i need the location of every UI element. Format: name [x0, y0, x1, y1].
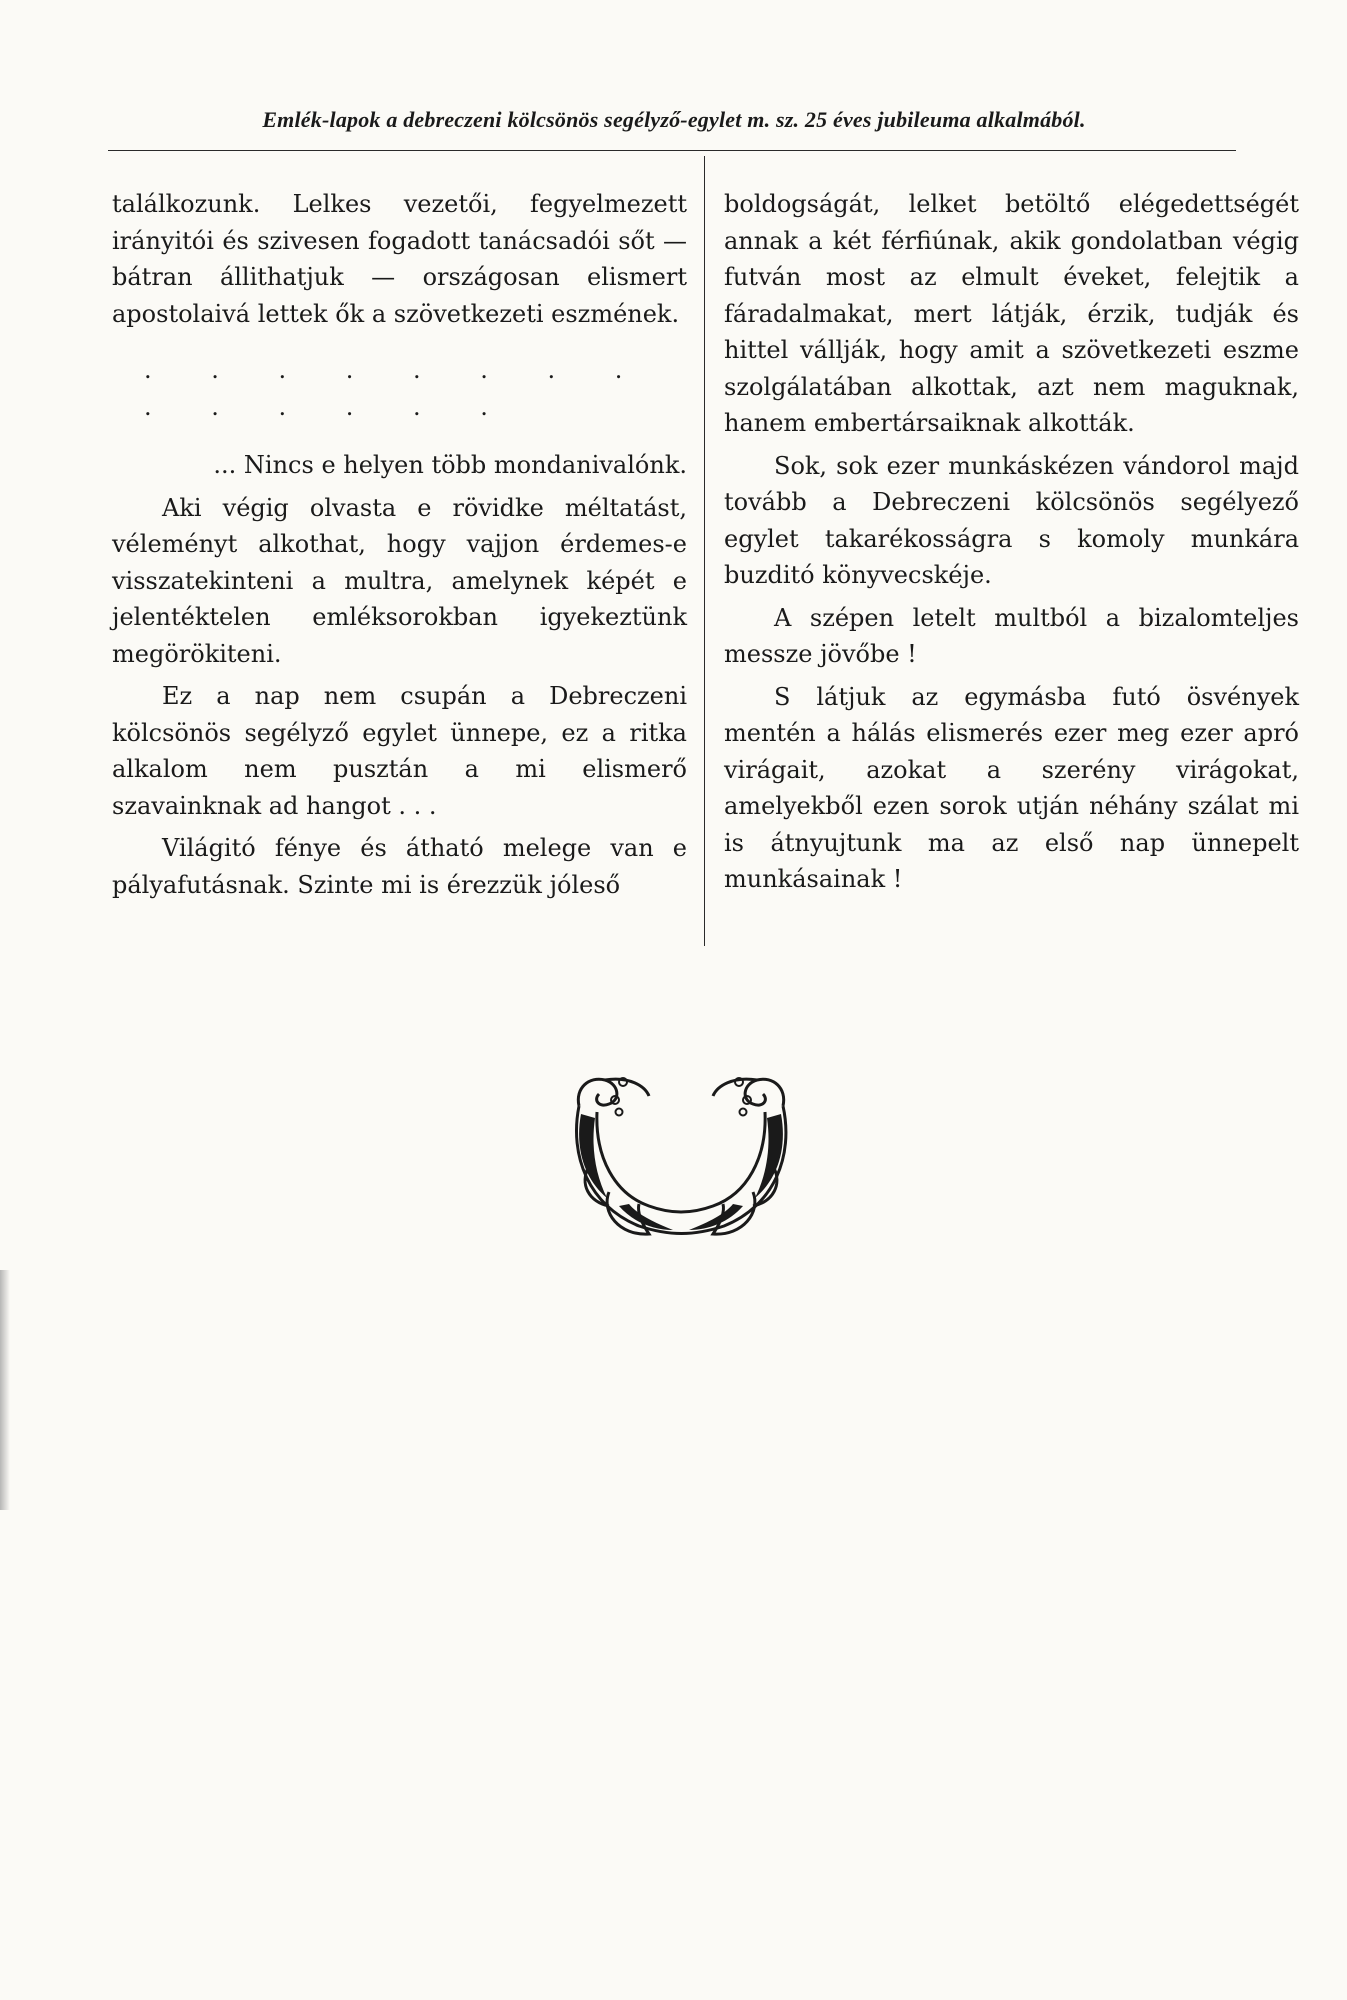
- left-paragraph-2: ... Nincs e helyen több mondanivalónk.: [213, 451, 687, 479]
- right-paragraph-1: boldogságát, lelket betöltő elégedettségét annak a két férfiúnak, akik gondolatban végig futván most az elmult éveket, felejtik a fáradalmakat, mert látják, érzik, tudják és hittel vállják, hogy amit a szövetkezeti eszme szolgálatában alkottak, azt nem maguknak, hanem embertársaiknak alkották.: [724, 190, 1299, 437]
- column-divider: [704, 156, 705, 946]
- running-header: Emlék-lapok a debreczeni kölcsönös segélyző-egylet m. sz. 25 éves jubileuma alkalmából.: [262, 107, 1086, 132]
- ellipsis-row: . . . . . . . . . . . . . .: [144, 356, 649, 421]
- left-paragraph-1: találkozunk. Lelkes vezetői, fegyelmezett irányitói és szivesen fogadott tanácsadói sőt — bátran állithatjuk — országosan elismert apostolaivá lettek ők a szövetkezeti eszmének.: [112, 190, 687, 328]
- left-paragraph-5: Világitó fénye és átható melege van e pályafutásnak. Szinte mi is érezzük jóleső: [112, 834, 687, 899]
- left-column: [112, 186, 687, 909]
- left-paragraph-3: Aki végig olvasta e rövidke méltatást, véleményt alkothat, hogy vajjon érdemes-e visszatekinteni a multra, amelynek képét e jelentéktelen emléksorokban igyekeztünk megörökiteni.: [112, 493, 687, 668]
- header-rule: [108, 150, 1236, 151]
- right-paragraph-4: S látjuk az egymásba futó ösvények mentén a hálás elismerés ezer meg ezer apró virágait, azokat a szerény virágokat, amelyekből ezen sorok utján néhány szálat mi is átnyujtunk ma az első nap ünnepelt munkásainak !: [724, 682, 1299, 893]
- right-column: [724, 186, 1299, 904]
- left-paragraph-4: Ez a nap nem csupán a Debreczeni kölcsönös segélyző egylet ünnepe, ez a ritka alkalom nem pusztán a mi elismerő szavainknak ad hangot . . .: [112, 682, 687, 820]
- floral-garland-vignette-icon: [549, 1066, 813, 1242]
- scan-edge-shadow: [0, 1270, 10, 1510]
- right-paragraph-3: A szépen letelt multból a bizalomteljes messze jövőbe !: [724, 603, 1299, 668]
- right-paragraph-2: Sok, sok ezer munkáskézen vándorol majd tovább a Debreczeni kölcsönös segélyező egylet takarékosságra s komoly munkára buzditó könyvecskéje.: [724, 451, 1299, 589]
